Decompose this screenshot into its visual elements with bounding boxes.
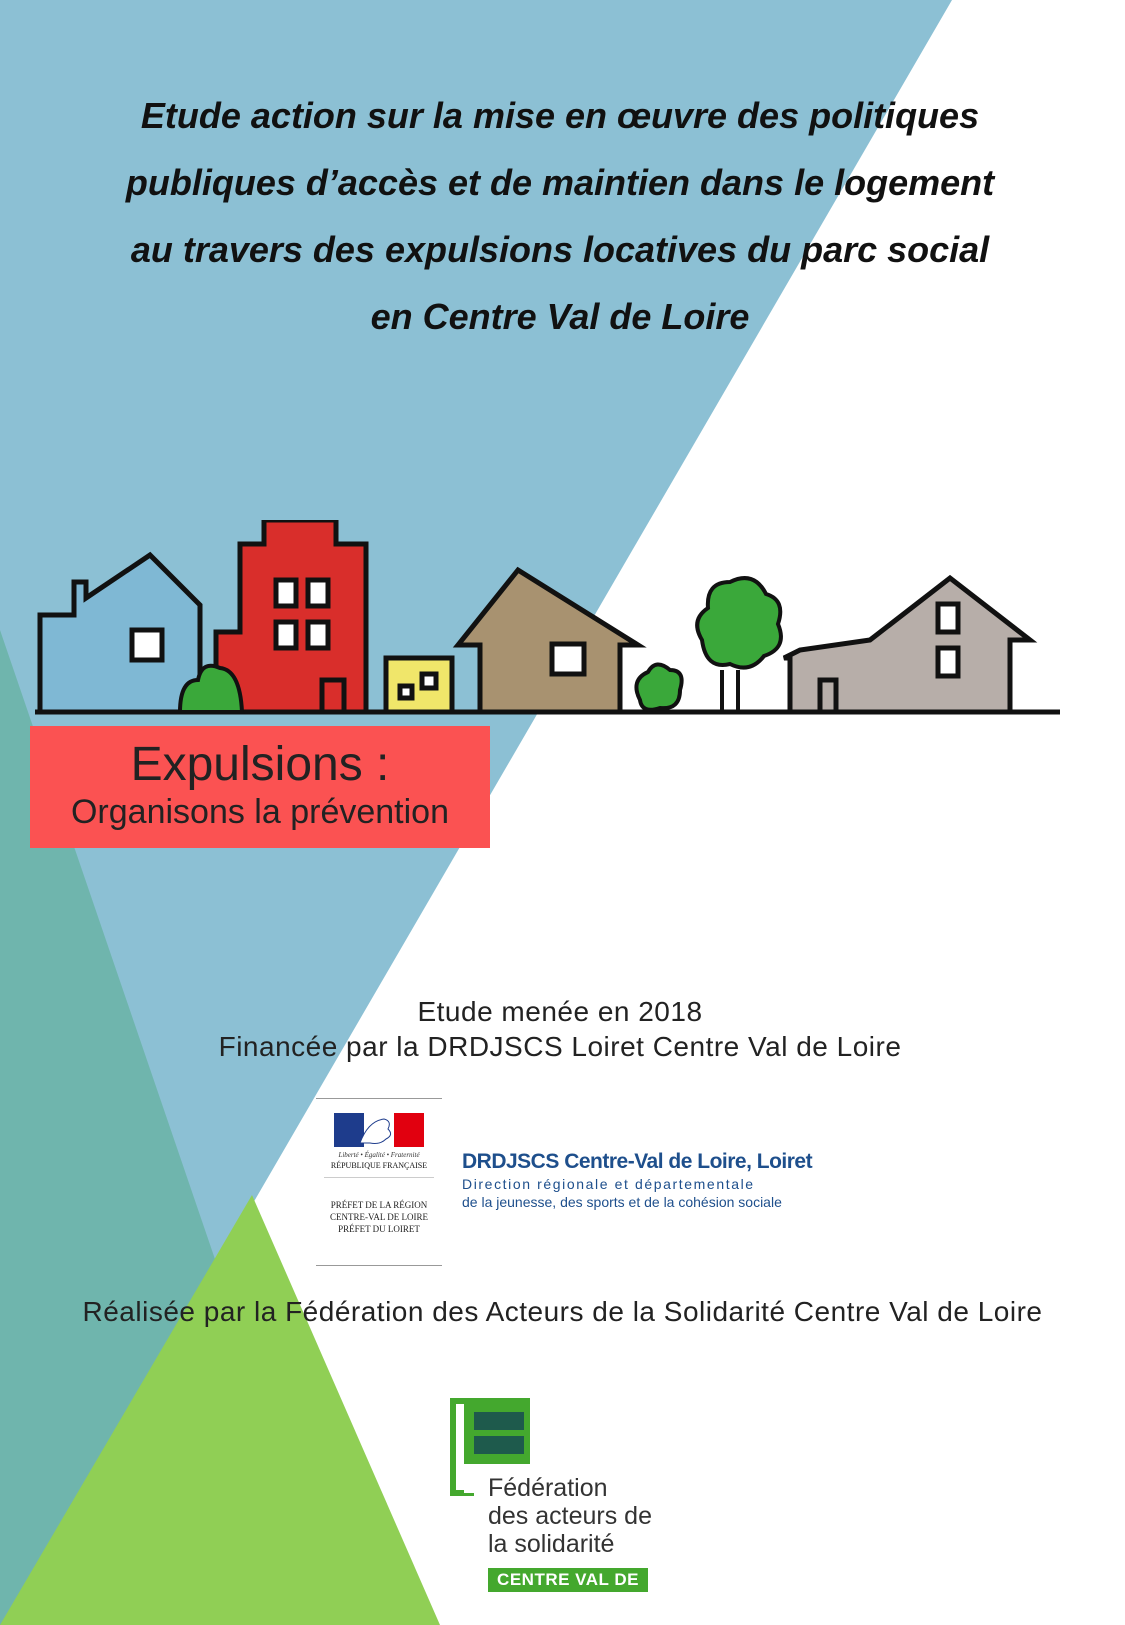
fas-region-band: CENTRE VAL DE LOIRE xyxy=(488,1568,648,1592)
study-funding: Financée par la DRDJSCS Loiret Centre Val de Loire xyxy=(218,1031,902,1062)
title-line-1: Etude action sur la mise en œuvre des politiques xyxy=(140,95,980,136)
houses-illustration xyxy=(30,520,1100,735)
house-blue-window xyxy=(132,630,162,660)
banner xyxy=(30,726,490,848)
drdjscs-name: DRDJSCS Centre-Val de Loire, Loiret xyxy=(462,1150,813,1173)
document-title xyxy=(60,82,1060,350)
realised-by: Réalisée par la Fédération des Acteurs de la Solidarité Centre Val de Loire xyxy=(82,1296,1043,1327)
drdjscs-line-2: de la jeunesse, des sports et de la cohésion sociale xyxy=(462,1194,782,1210)
bush-middle xyxy=(636,664,681,709)
drdjscs-line-1: Direction régionale et départementale xyxy=(462,1176,755,1192)
title-line-3: au travers des expulsions locatives du parc social xyxy=(130,229,990,270)
marianne-icon xyxy=(334,1113,424,1147)
rf-prefet: PRÉFET DE LA RÉGION CENTRE-VAL DE LOIRE PRÉFET DU LOIRET xyxy=(330,1200,428,1234)
house-red-window-2 xyxy=(308,580,328,606)
house-brown-window xyxy=(552,644,584,674)
rf-motto: Liberté • Égalité • Fraternité xyxy=(338,1151,420,1159)
banner-title: Expulsions : xyxy=(130,738,390,791)
fas-name: Fédération des acteurs de la solidarité xyxy=(488,1474,652,1558)
house-red-window-4 xyxy=(308,622,328,648)
house-blue xyxy=(40,555,200,712)
house-red-window-1 xyxy=(276,580,296,606)
partner-logos xyxy=(316,1098,836,1266)
house-brown xyxy=(458,570,638,712)
house-red-door xyxy=(322,680,344,712)
study-date: Etude menée en 2018 xyxy=(417,996,703,1027)
tree-crown xyxy=(697,578,781,668)
republique-francaise-logo xyxy=(316,1098,442,1266)
house-yellow xyxy=(386,658,452,712)
rf-divider xyxy=(324,1177,434,1178)
rf-name: RÉPUBLIQUE FRANÇAISE xyxy=(330,1161,428,1170)
title-line-2: publiques d’accès et de maintien dans le logement xyxy=(125,162,995,203)
house-grey-window-1 xyxy=(938,604,958,632)
fas-logo xyxy=(450,1398,670,1613)
tree-trunk xyxy=(722,670,738,712)
house-red-window-3 xyxy=(276,622,296,648)
house-grey-window-2 xyxy=(938,648,958,676)
drdjscs-logo xyxy=(462,1150,842,1210)
house-grey-door xyxy=(820,680,836,712)
title-line-4: en Centre Val de Loire xyxy=(370,296,750,337)
house-yellow-window-2 xyxy=(422,674,436,688)
banner-subtitle: Organisons la prévention xyxy=(70,793,449,831)
house-yellow-window-1 xyxy=(400,686,412,698)
